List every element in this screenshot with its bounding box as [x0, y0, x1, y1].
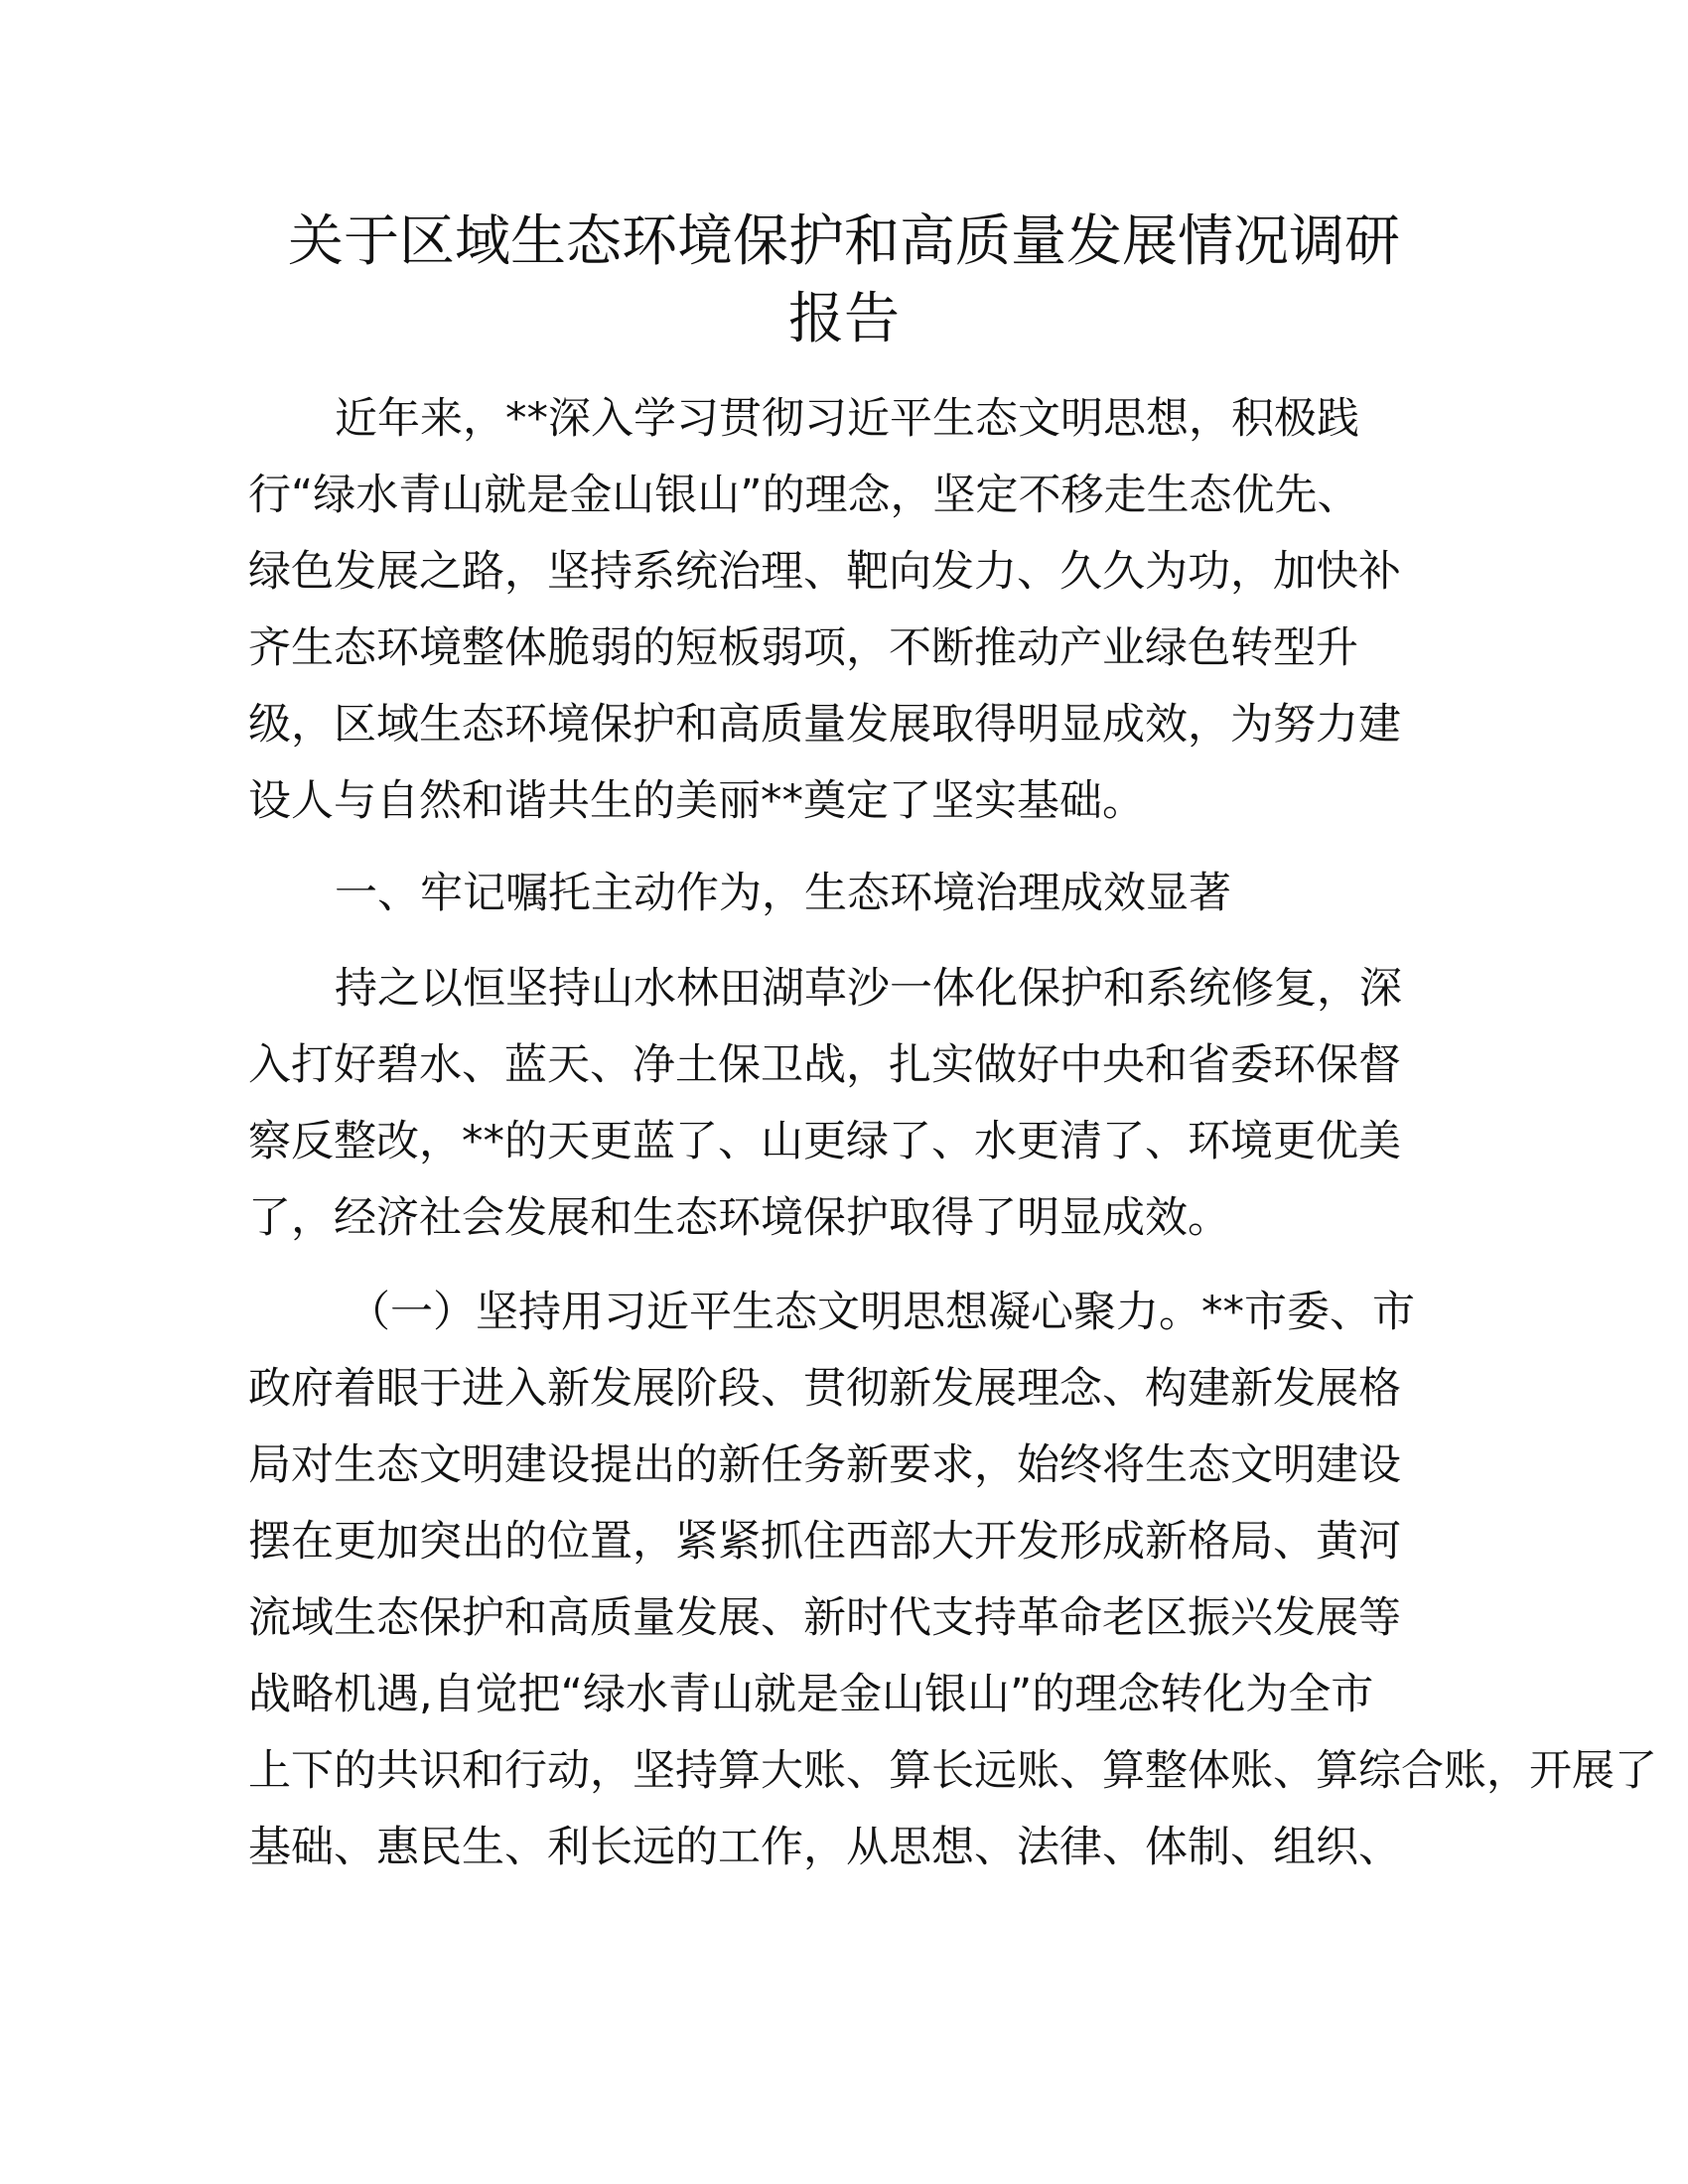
document-title-line-1: 关于区域生态环境保护和高质量发展情况调研: [288, 209, 1400, 274]
section-heading: 一、牢记嘱托主动作为，生态环境治理成效显著: [335, 869, 1231, 918]
paragraph-line: 近年来，**深入学习贯彻习近平生态文明思想，积极践: [335, 394, 1359, 444]
paragraph-line: 上下的共识和行动，坚持算大账、算长远账、算整体账、算综合账，开展了: [248, 1746, 1657, 1796]
paragraph-line: 入打好碧水、蓝天、净土保卫战，扎实做好中央和省委环保督: [248, 1040, 1401, 1090]
paragraph-line: 了，经济社会发展和生态环境保护取得了明显成效。: [248, 1193, 1230, 1243]
subsection-heading-line: （一）坚持用习近平生态文明思想凝心聚力。**市委、市: [348, 1288, 1415, 1337]
paragraph-line: 绿色发展之路，坚持系统治理、靶向发力、久久为功，加快补: [248, 547, 1401, 597]
paragraph-line: 行“绿水青山就是金山银山”的理念，坚定不移走生态优先、: [248, 471, 1360, 520]
paragraph-line: 战略机遇,自觉把“绿水青山就是金山银山”的理念转化为全市: [248, 1670, 1374, 1719]
paragraph-line: 流域生态保护和高质量发展、新时代支持革命老区振兴发展等: [248, 1593, 1401, 1643]
document-title-line-2: 报告: [788, 287, 900, 351]
paragraph-line: 察反整改，**的天更蓝了、山更绿了、水更清了、环境更优美: [248, 1117, 1401, 1166]
paragraph-line: 基础、惠民生、利长远的工作，从思想、法律、体制、组织、: [248, 1823, 1401, 1872]
paragraph-line: 级，区域生态环境保护和高质量发展取得明显成效，为努力建: [248, 700, 1401, 750]
paragraph-line: 摆在更加突出的位置，紧紧抓住西部大开发形成新格局、黄河: [248, 1517, 1401, 1567]
paragraph-line: 政府着眼于进入新发展阶段、贯彻新发展理念、构建新发展格: [248, 1364, 1401, 1414]
paragraph-line: 局对生态文明建设提出的新任务新要求，始终将生态文明建设: [248, 1440, 1401, 1490]
paragraph-line: 齐生态环境整体脆弱的短板弱项，不断推动产业绿色转型升: [248, 623, 1358, 673]
paragraph-line: 持之以恒坚持山水林田湖草沙一体化保护和系统修复，深: [335, 964, 1402, 1014]
paragraph-line: 设人与自然和谐共生的美丽**奠定了坚实基础。: [248, 776, 1145, 826]
